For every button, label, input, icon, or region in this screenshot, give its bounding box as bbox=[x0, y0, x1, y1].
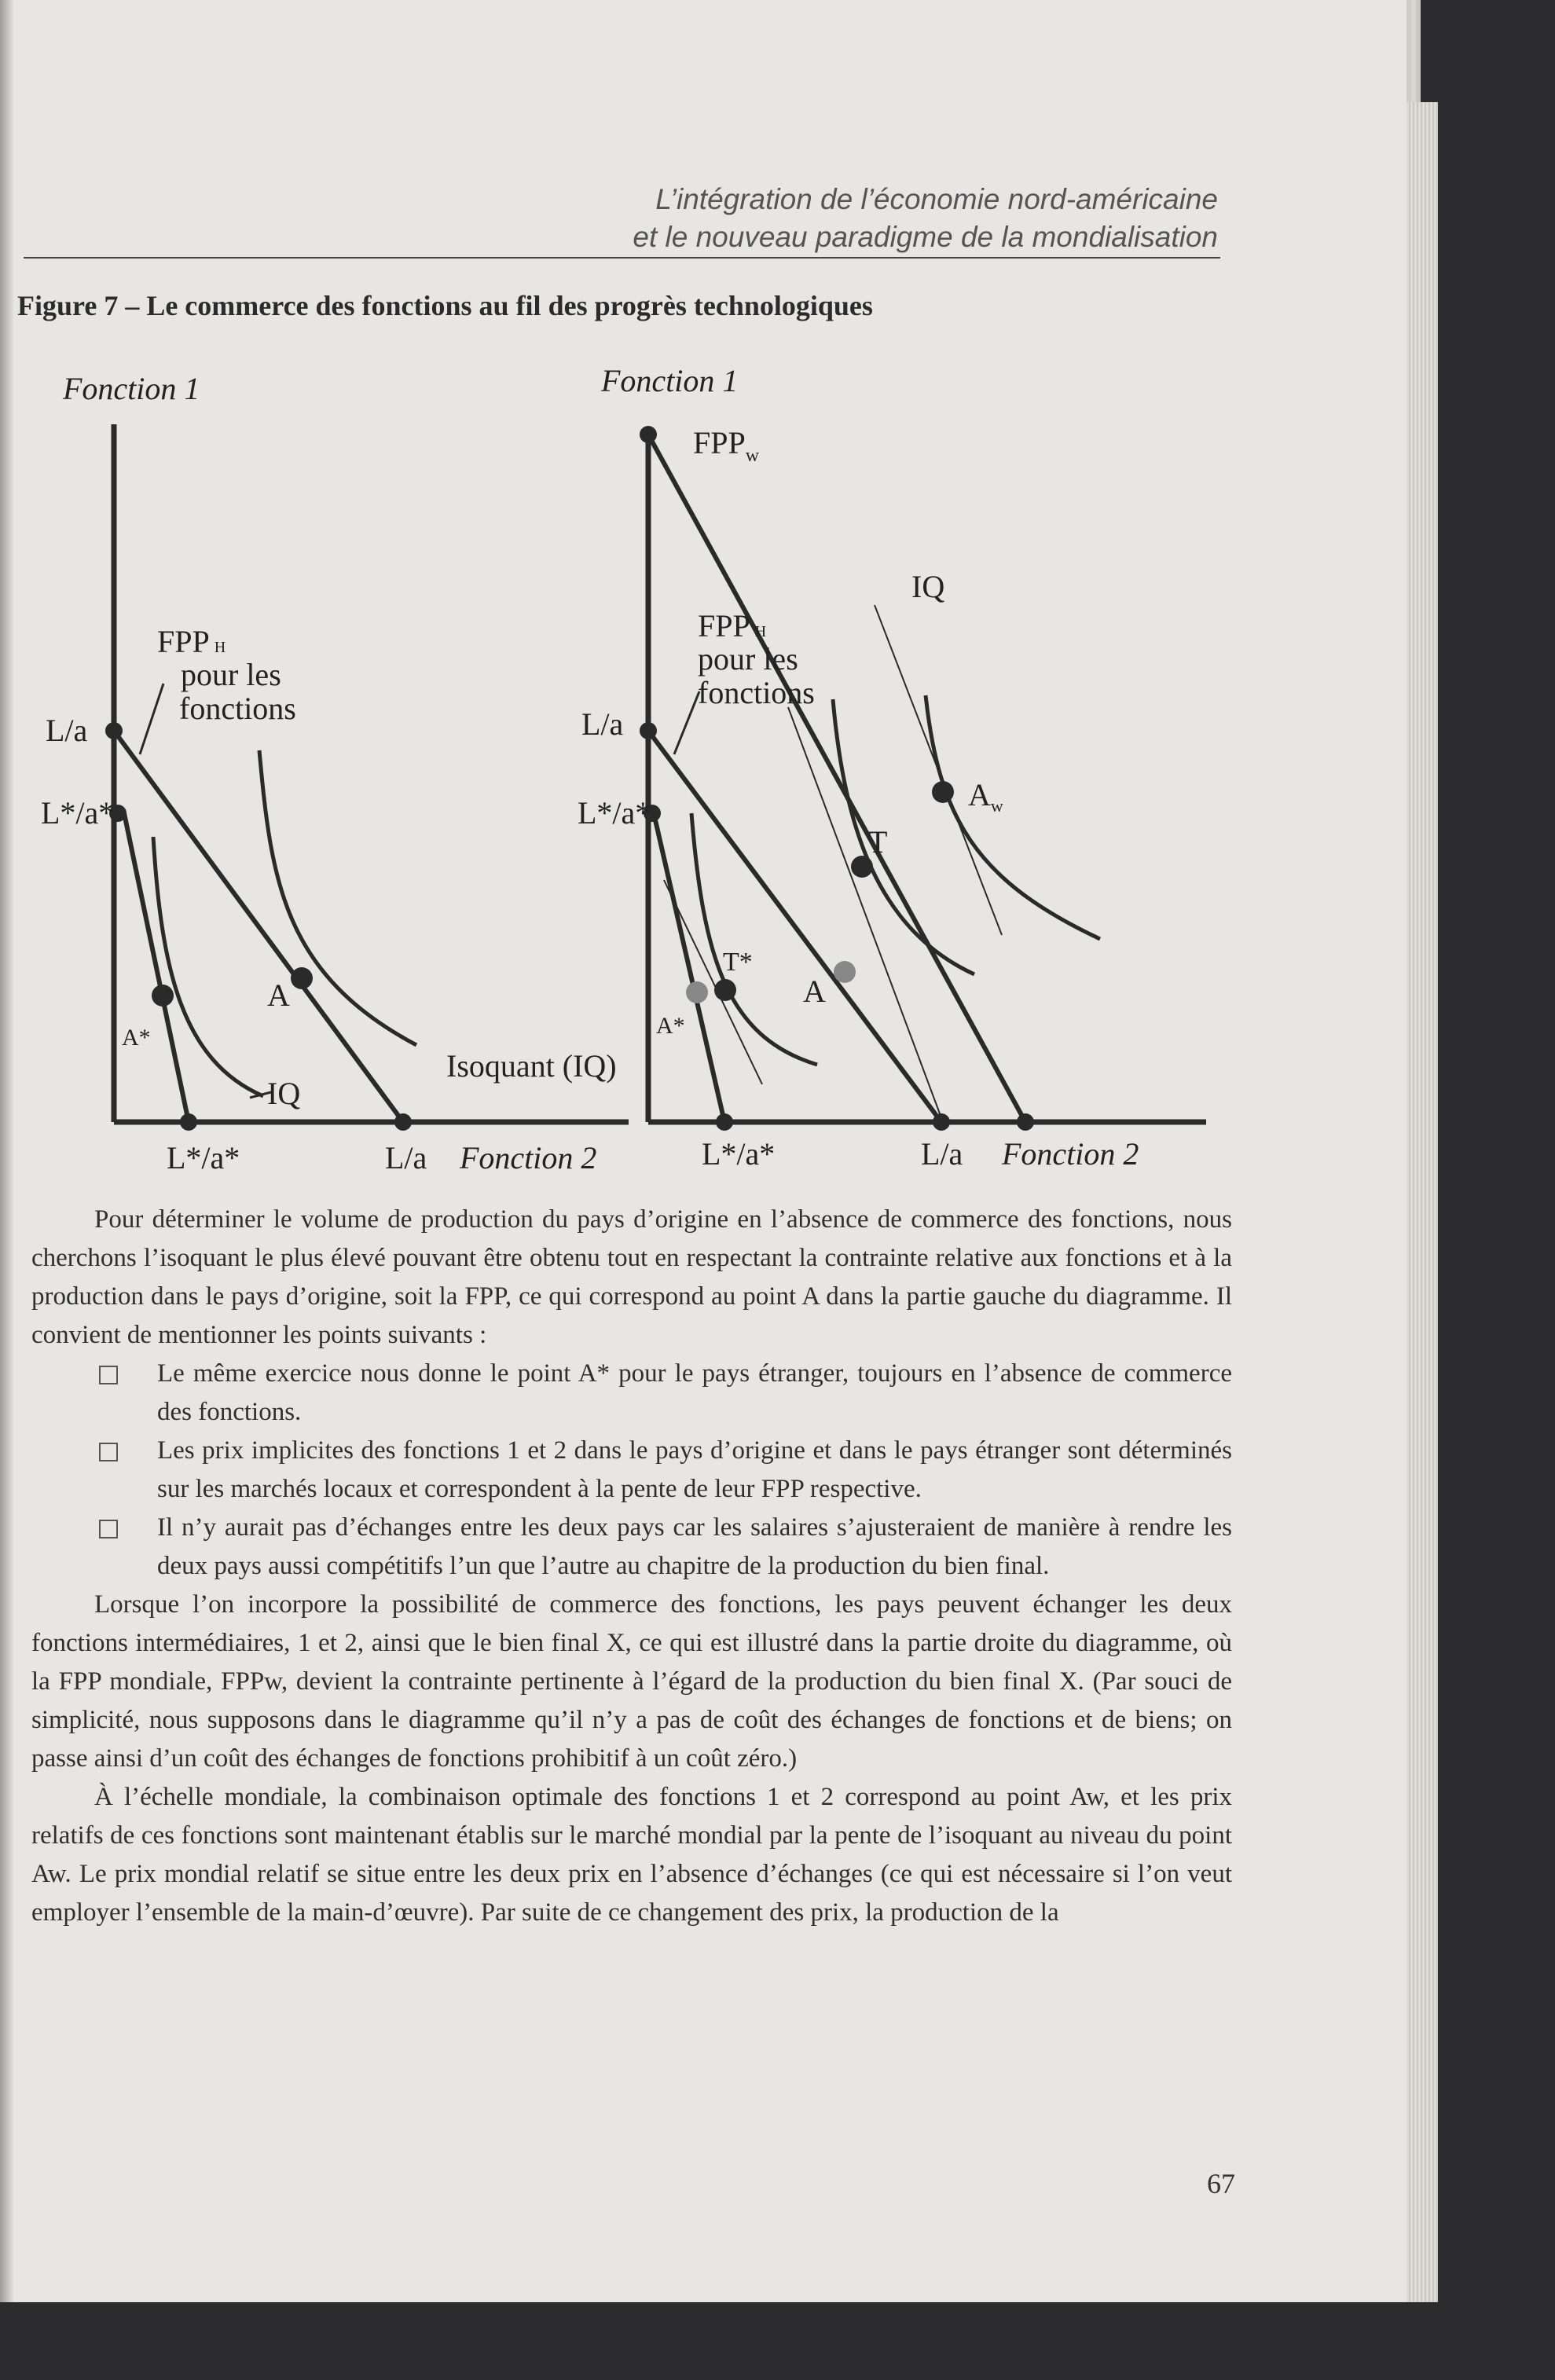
right-iq-label: IQ bbox=[911, 569, 945, 604]
body-text bbox=[31, 1201, 1232, 1932]
running-header bbox=[432, 181, 1218, 256]
right-A-label: A bbox=[803, 974, 826, 1009]
left-iq-label: IQ bbox=[267, 1076, 301, 1111]
right-point-T-star bbox=[714, 979, 736, 1001]
right-fpp-label: FPP H bbox=[698, 608, 767, 644]
right-isoquant-low bbox=[691, 813, 817, 1065]
right-price-line-t bbox=[788, 707, 943, 1122]
left-point-La-y bbox=[105, 722, 123, 739]
bullet-item-2: Les prix implicites des fonctions 1 et 2 dans le pays d’origine et dans le pays étranger sont déterminés sur les marchés locaux et correspondent à la pente de leur FPP respective. bbox=[31, 1432, 1232, 1509]
right-point-fppw-top bbox=[640, 426, 657, 443]
right-point-La-star-x bbox=[716, 1113, 733, 1131]
right-fpp-label-line2: pour les bbox=[698, 641, 798, 677]
checkbox-bullet-icon bbox=[99, 1443, 118, 1461]
left-La-y-label: L/a bbox=[46, 713, 88, 748]
right-y-axis-label: Fonction 1 bbox=[601, 363, 739, 398]
paragraph-2: Lorsque l’on incorpore la possibilité de commerce des fonctions, les pays peuvent échanger les deux fonctions intermédiaires, 1 et 2, ainsi que le bien final X, ce qui est illustré dans la partie droite du diagramme, où la FPP mondiale, FPPw, devient la contrainte pertinente à l’égard de la production du bien final X. (Par souci de simplicité, nous supposons dans le diagramme qu’il n’y a pas de coût des échanges de fonctions et de biens; on passe ainsi d’un coût des échanges de fonctions prohibitif à un coût zéro.) bbox=[31, 1590, 1232, 1773]
left-point-La-x bbox=[394, 1113, 412, 1131]
left-panel-labels bbox=[41, 371, 617, 1175]
running-header-line1: L’intégration de l’économie nord-américaine bbox=[655, 183, 1218, 215]
right-fpp-arrow bbox=[674, 691, 699, 754]
paragraph-3: À l’échelle mondiale, la combinaison optimale des fonctions 1 et 2 correspond au point Aw, et les prix relatifs de ces fonctions sont maintenant établis sur le marché mondial par la pente de l’isoquant au niveau du point Aw. Le prix mondial relatif se situe entre les deux prix en l’absence d’échanges (ce qui est nécessaire si l’on veut employer l’ensemble de la main-d’œuvre). Par suite de ce changement des prix, la production de la bbox=[31, 1783, 1232, 1927]
right-T-label: T bbox=[868, 824, 888, 860]
right-La-y-label: L/a bbox=[581, 706, 624, 742]
left-y-axis-label: Fonction 1 bbox=[63, 371, 200, 406]
bullet-item-3: Il n’y aurait pas d’échanges entre les deux pays car les salaires s’ajusteraient de manière à rendre les deux pays aussi compétitifs l’un que l’autre au chapitre de la production du bien final. bbox=[31, 1509, 1232, 1586]
left-fpp-label: FPP H bbox=[157, 624, 226, 659]
figure-diagram bbox=[0, 361, 1257, 1194]
right-point-La-x bbox=[933, 1113, 950, 1131]
left-La-x-label: L/a bbox=[385, 1140, 427, 1175]
left-isoquant-low bbox=[153, 837, 263, 1096]
left-isoquant-label: Isoquant (IQ) bbox=[446, 1048, 617, 1084]
right-A-star-label: A* bbox=[656, 1013, 685, 1039]
bullet-item-1: Le même exercice nous donne le point A* pour le pays étranger, toujours en l’absence de commerce des fonctions. bbox=[31, 1355, 1232, 1432]
right-fpp-home bbox=[648, 731, 941, 1122]
left-fpp-label-line2: pour les bbox=[181, 657, 281, 692]
right-La-star-y-label: L*/a* bbox=[578, 795, 651, 831]
page-stack-edge bbox=[1406, 102, 1438, 2302]
right-fpp-foreign bbox=[654, 813, 724, 1122]
right-point-A-star bbox=[686, 981, 708, 1003]
left-point-A-star-label: A* bbox=[122, 1025, 151, 1051]
right-point-fppw-bottom bbox=[1017, 1113, 1034, 1131]
right-point-La-y bbox=[640, 722, 657, 739]
left-point-A-label: A bbox=[267, 977, 290, 1013]
bullet-list bbox=[31, 1355, 1232, 1586]
right-panel-labels bbox=[578, 363, 1139, 1172]
left-point-La-star-x bbox=[180, 1113, 197, 1131]
right-isoquant-t bbox=[833, 699, 974, 974]
left-point-A bbox=[291, 967, 313, 989]
right-price-line-tstar bbox=[664, 880, 762, 1084]
left-fpp-arrow bbox=[140, 684, 163, 754]
right-Aw-label: $A_w$ bbox=[968, 777, 1003, 816]
right-point-Aw bbox=[932, 781, 954, 803]
right-x-axis-label: Fonction 2 bbox=[1002, 1136, 1139, 1172]
left-fpp-home bbox=[114, 731, 403, 1122]
right-fppw-label: $FPP_w$ bbox=[693, 425, 760, 466]
left-x-axis-label: Fonction 2 bbox=[460, 1140, 597, 1175]
page-number: 67 bbox=[1207, 2168, 1235, 2199]
header-rule bbox=[24, 257, 1220, 259]
right-isoquant-aw bbox=[926, 695, 1100, 939]
running-header-line2: et le nouveau paradigme de la mondialisation bbox=[633, 221, 1218, 253]
right-La-x-label: L/a bbox=[921, 1136, 963, 1172]
left-panel bbox=[114, 424, 629, 1122]
right-T-star-label: T* bbox=[723, 948, 753, 977]
paragraph-1: Pour déterminer le volume de production du pays d’origine en l’absence de commerce des fonctions, nous cherchons l’isoquant le plus élevé pouvant être obtenu tout en respectant la contrainte relative aux fonctions et à la production dans le pays d’origine, soit la FPP, ce qui correspond au point A dans la partie gauche du diagramme. Il convient de mentionner les points suivants : bbox=[31, 1205, 1232, 1349]
right-panel bbox=[648, 432, 1206, 1122]
right-point-A bbox=[834, 961, 856, 983]
checkbox-bullet-icon bbox=[99, 1520, 118, 1538]
left-point-A-star bbox=[152, 985, 174, 1007]
left-La-star-y-label: L*/a* bbox=[41, 795, 115, 831]
left-fpp-label-line3: fonctions bbox=[179, 691, 296, 726]
left-La-star-x-label: L*/a* bbox=[167, 1140, 240, 1175]
right-fpp-label-line3: fonctions bbox=[698, 675, 815, 710]
figure-title: Figure 7 – Le commerce des fonctions au fil des progrès technologiques bbox=[17, 290, 873, 321]
right-La-star-x-label: L*/a* bbox=[702, 1136, 776, 1172]
checkbox-bullet-icon bbox=[99, 1366, 118, 1384]
